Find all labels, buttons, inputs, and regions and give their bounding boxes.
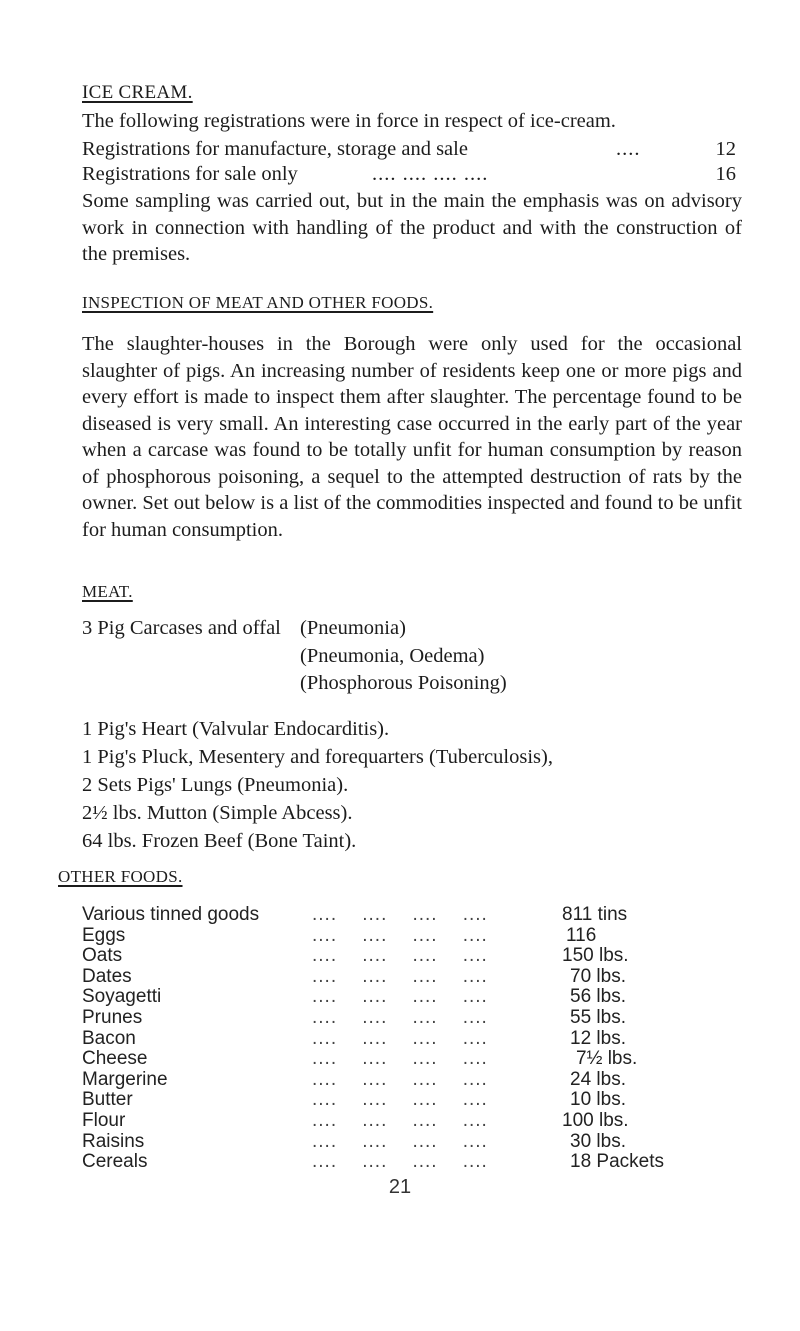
inspection-heading: INSPECTION OF MEAT AND OTHER FOODS.: [82, 293, 434, 312]
inspection-paragraph: The slaughter-houses in the Borough were only used for the occasional slaughter of pigs. An increasing number of residents keep one or more pigs and every effort is made to inspect them after slaughter. The percentage found to be diseased is very small. An interesting case occurred in the early part of the year when a carcase was found to be totally unfit for human consumption by reason of phosphorous poisoning, a sequel to the attempted destruction of rats by the owner. Set out below is a list of the commodities inspected and found to be unfit for human consumption.: [82, 333, 742, 541]
meat-item: 2½ lbs. Mutton (Simple Abcess).: [82, 802, 353, 824]
meat-heading: MEAT.: [82, 582, 133, 601]
food-quantity: 811 tins: [562, 904, 628, 925]
food-name: Butter: [82, 1089, 133, 1111]
food-name: Flour: [82, 1110, 126, 1131]
leader-dots: .... .... .... ....: [312, 924, 488, 946]
food-quantity: 30 lbs.: [570, 1130, 626, 1152]
food-name: Soyagetti: [82, 986, 162, 1008]
leader-dots: .... .... .... ....: [312, 965, 488, 987]
registration-value: 12: [715, 138, 736, 160]
leader-dots: .... .... .... ....: [312, 1089, 488, 1111]
food-row: [82, 945, 722, 967]
pig-carcases-lead: 3 Pig Carcases and offal: [82, 617, 281, 639]
food-name: Cereals: [82, 1151, 148, 1173]
meat-item: 1 Pig's Heart (Valvular Endocarditis).: [82, 718, 390, 740]
food-row: [82, 925, 722, 947]
leader-dots: .... .... .... ....: [312, 1007, 488, 1028]
food-quantity: 7½ lbs.: [576, 1048, 638, 1070]
food-row: [82, 904, 722, 926]
food-row: [82, 1089, 722, 1111]
food-row: [82, 986, 722, 1008]
food-row: [82, 1069, 722, 1091]
food-quantity: 55 lbs.: [570, 1007, 626, 1028]
meat-item: 2 Sets Pigs' Lungs (Pneumonia).: [82, 774, 349, 796]
ice-cream-heading: ICE CREAM.: [82, 82, 193, 103]
food-quantity: 116: [566, 924, 597, 946]
food-name: Various tinned goods: [82, 904, 260, 925]
food-row: [82, 1151, 722, 1173]
food-name: Margerine: [82, 1068, 168, 1090]
leader-dots: .... .... .... ....: [312, 945, 488, 967]
page-number: 21: [388, 1176, 412, 1198]
other-foods-heading: OTHER FOODS.: [58, 867, 183, 886]
leader-dots: .... .... .... ....: [312, 986, 488, 1008]
food-row: [82, 966, 722, 988]
ice-cream-note: Some sampling was carried out, but in the main the emphasis was on advisory work in connection with handling of the product and with the construction of the premises.: [82, 190, 742, 265]
food-row: [82, 1110, 722, 1132]
food-row: [82, 1007, 722, 1029]
leader-dots: .... .... .... ....: [312, 1110, 488, 1131]
leader-dots: .... .... .... ....: [312, 1027, 488, 1049]
food-row: [82, 1048, 722, 1070]
food-name: Dates: [82, 965, 132, 987]
registration-label: Registrations for sale only: [82, 163, 298, 185]
leader-dots: .... .... .... ....: [312, 1151, 488, 1173]
food-quantity: 18 Packets: [570, 1151, 664, 1173]
meat-item: 1 Pig's Pluck, Mesentery and forequarters (Tuberculosis),: [82, 746, 553, 768]
leader-dots: .... .... .... ....: [312, 1130, 488, 1152]
food-name: Eggs: [82, 924, 126, 946]
food-quantity: 10 lbs.: [570, 1089, 626, 1111]
food-name: Prunes: [82, 1007, 143, 1028]
food-quantity: 56 lbs.: [570, 986, 626, 1008]
meat-item: 64 lbs. Frozen Beef (Bone Taint).: [82, 830, 357, 852]
food-row: [82, 1131, 722, 1153]
food-name: Cheese: [82, 1048, 148, 1070]
leader-dots: .... .... .... ....: [372, 163, 489, 185]
food-quantity: 150 lbs.: [562, 945, 629, 967]
food-quantity: 24 lbs.: [570, 1068, 626, 1090]
food-quantity: 12 lbs.: [570, 1027, 626, 1049]
registration-value: 16: [715, 163, 736, 185]
leader-dots: .... .... .... ....: [312, 904, 488, 925]
food-name: Bacon: [82, 1027, 136, 1049]
pig-carcases-reason: (Pneumonia, Oedema): [300, 645, 485, 667]
pig-carcases-reason: (Phosphorous Poisoning): [300, 672, 507, 694]
leader-dots: ....: [616, 138, 641, 160]
food-quantity: 100 lbs.: [562, 1110, 629, 1131]
leader-dots: .... .... .... ....: [312, 1048, 488, 1070]
leader-dots: .... .... .... ....: [312, 1068, 488, 1090]
food-row: [82, 1028, 722, 1050]
food-quantity: 70 lbs.: [570, 965, 626, 987]
pig-carcases-reason: (Pneumonia): [300, 617, 406, 639]
ice-cream-intro: The following registrations were in force in respect of ice-cream.: [82, 110, 616, 132]
food-name: Oats: [82, 945, 123, 967]
food-name: Raisins: [82, 1130, 145, 1152]
registration-label: Registrations for manufacture, storage and sale: [82, 138, 468, 160]
